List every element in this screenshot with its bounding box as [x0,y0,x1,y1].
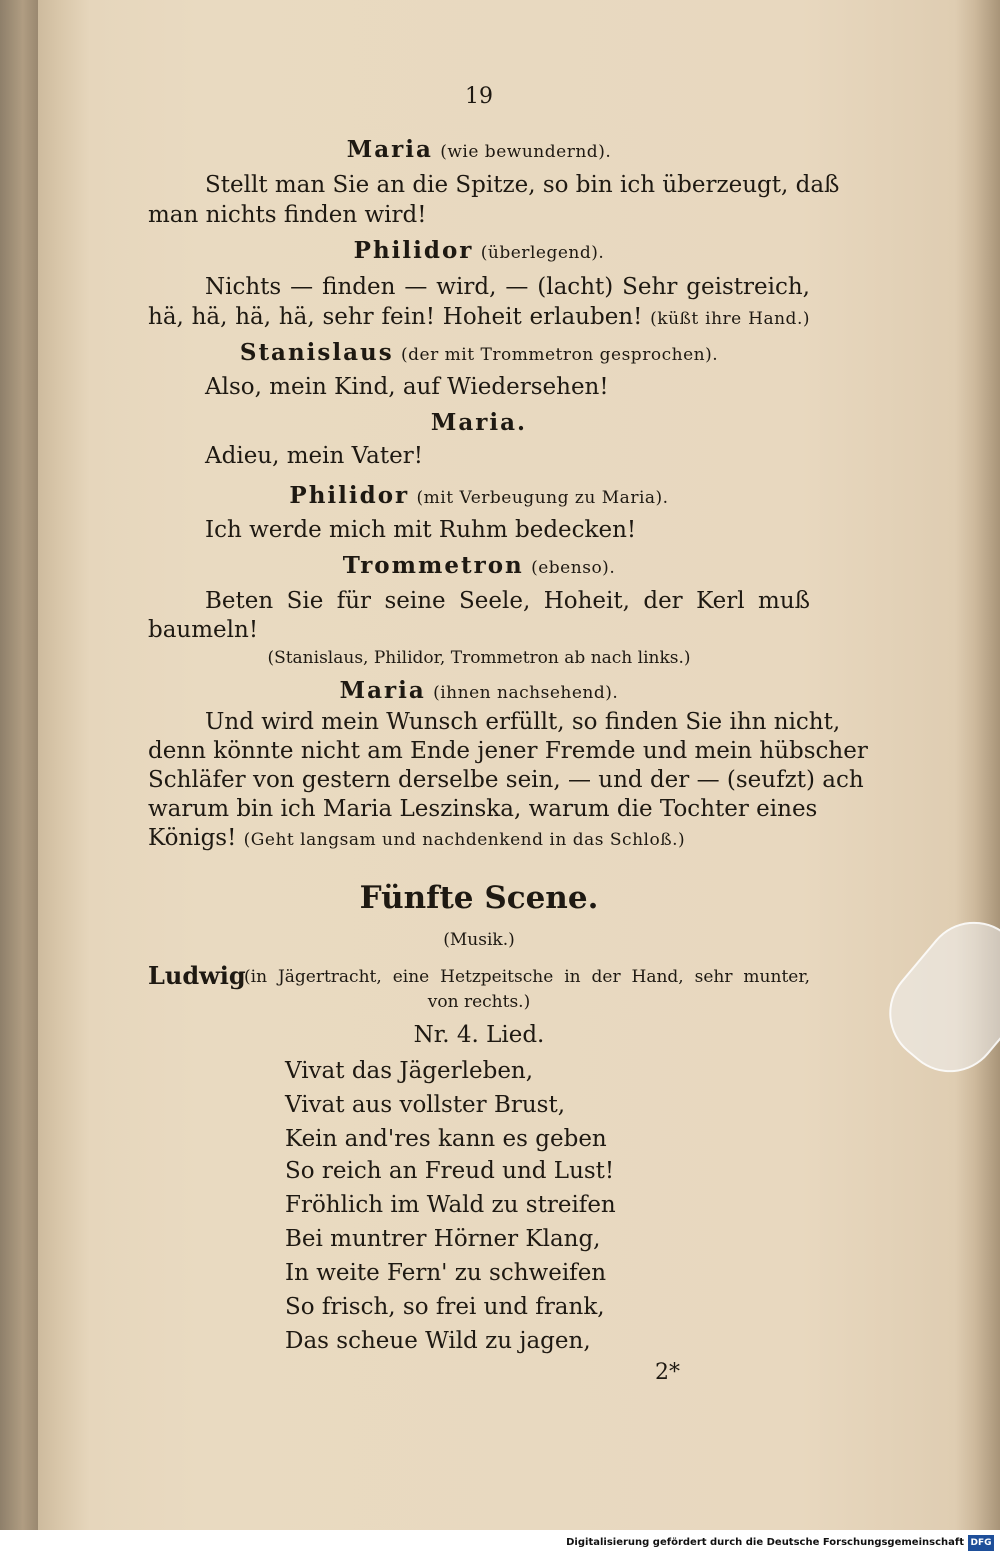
character-name: Ludwig [148,961,246,990]
speaker-heading [148,237,810,264]
text-line: hä, hä, hä, hä, sehr fein! Hoheit erlauben! (küßt ihre Hand.) [148,304,810,330]
text-line: Ich werde mich mit Ruhm bedecken! [205,517,637,543]
verse-line: Kein and'res kann es geben [285,1126,607,1152]
stage-direction: (ihnen nachsehend). [433,683,619,703]
text-line: Adieu, mein Vater! [205,443,423,469]
speaker-name: Maria [346,136,433,163]
stage-direction-line: von rechts.) [427,992,531,1012]
stage-direction: (küßt ihre Hand.) [650,309,810,329]
scene-music-note: (Musik.) [443,930,515,950]
digitization-credit: Digitalisierung gefördert durch die Deutsche Forschungsgemeinschaft [566,1537,964,1548]
verse-line: Bei muntrer Hörner Klang, [285,1226,601,1252]
stage-direction-line: (in Jägertracht, eine Hetzpeitsche in der Hand, sehr munter, [244,967,810,987]
verse-line: So frisch, so frei und frank, [285,1294,605,1320]
stage-direction-line: (Stanislaus, Philidor, Trommetron ab nach links.) [267,648,691,668]
stage-direction: (wie bewundernd). [440,142,612,162]
speaker-heading [148,552,810,579]
text-line: Nichts — finden — wird, — (lacht) Sehr geistreich, [205,274,810,300]
text-line: Und wird mein Wunsch erfüllt, so finden Sie ihn nicht, [205,709,841,735]
speaker-heading [148,409,810,436]
speaker-name: Philidor [353,237,474,264]
text-line: Königs! (Geht langsam und nachdenkend in das Schloß.) [148,825,686,851]
speaker-heading [148,482,810,509]
stage-direction: (überlegend). [480,243,605,263]
verse-line: Das scheue Wild zu jagen, [285,1328,591,1354]
adjacent-page-edge [0,0,38,1556]
scene-title: Fünfte Scene. [359,880,599,916]
verse-line: Vivat aus vollster Brust, [285,1092,566,1118]
speaker-name: Maria [339,677,426,704]
verse-line: Vivat das Jägerleben, [285,1058,534,1084]
page-number: 19 [465,84,493,109]
text-line: Also, mein Kind, auf Wiedersehen! [205,374,609,400]
stage-direction: (der mit Trommetron gesprochen). [401,345,719,365]
signature-mark: 2* [655,1360,680,1385]
dfg-logo: DFG [968,1535,994,1551]
speaker-name: Philidor [289,482,410,509]
song-title: Nr. 4. Lied. [413,1022,545,1048]
speaker-name: Trommetron [342,552,524,579]
text-line: man nichts finden wird! [148,202,427,228]
text-line: warum bin ich Maria Leszinska, warum die Tochter eines [148,796,818,822]
text-line: denn könnte nicht am Ende jener Fremde und mein hübscher [148,738,868,764]
verse-line: Fröhlich im Wald zu streifen [285,1192,616,1218]
speaker-heading [148,136,810,163]
text-line: Stellt man Sie an die Spitze, so bin ich überzeugt, daß [205,172,840,198]
stage-direction: (ebenso). [531,558,616,578]
text-line: baumeln! [148,617,259,643]
verse-line: So reich an Freud und Lust! [285,1158,615,1184]
speaker-name: Stanislaus [239,339,394,366]
text-line: Beten Sie für seine Seele, Hoheit, der Kerl muß [205,588,810,614]
speaker-heading [148,339,810,366]
verse-line: In weite Fern' zu schweifen [285,1260,607,1286]
stage-direction: (mit Verbeugung zu Maria). [416,488,669,508]
text-line: Schläfer von gestern derselbe sein, — und der — (seufzt) ach [148,767,864,793]
speaker-name: Maria. [430,409,528,436]
stage-direction: (Geht langsam und nachdenkend in das Schloß.) [243,830,686,850]
speaker-heading [148,677,810,704]
